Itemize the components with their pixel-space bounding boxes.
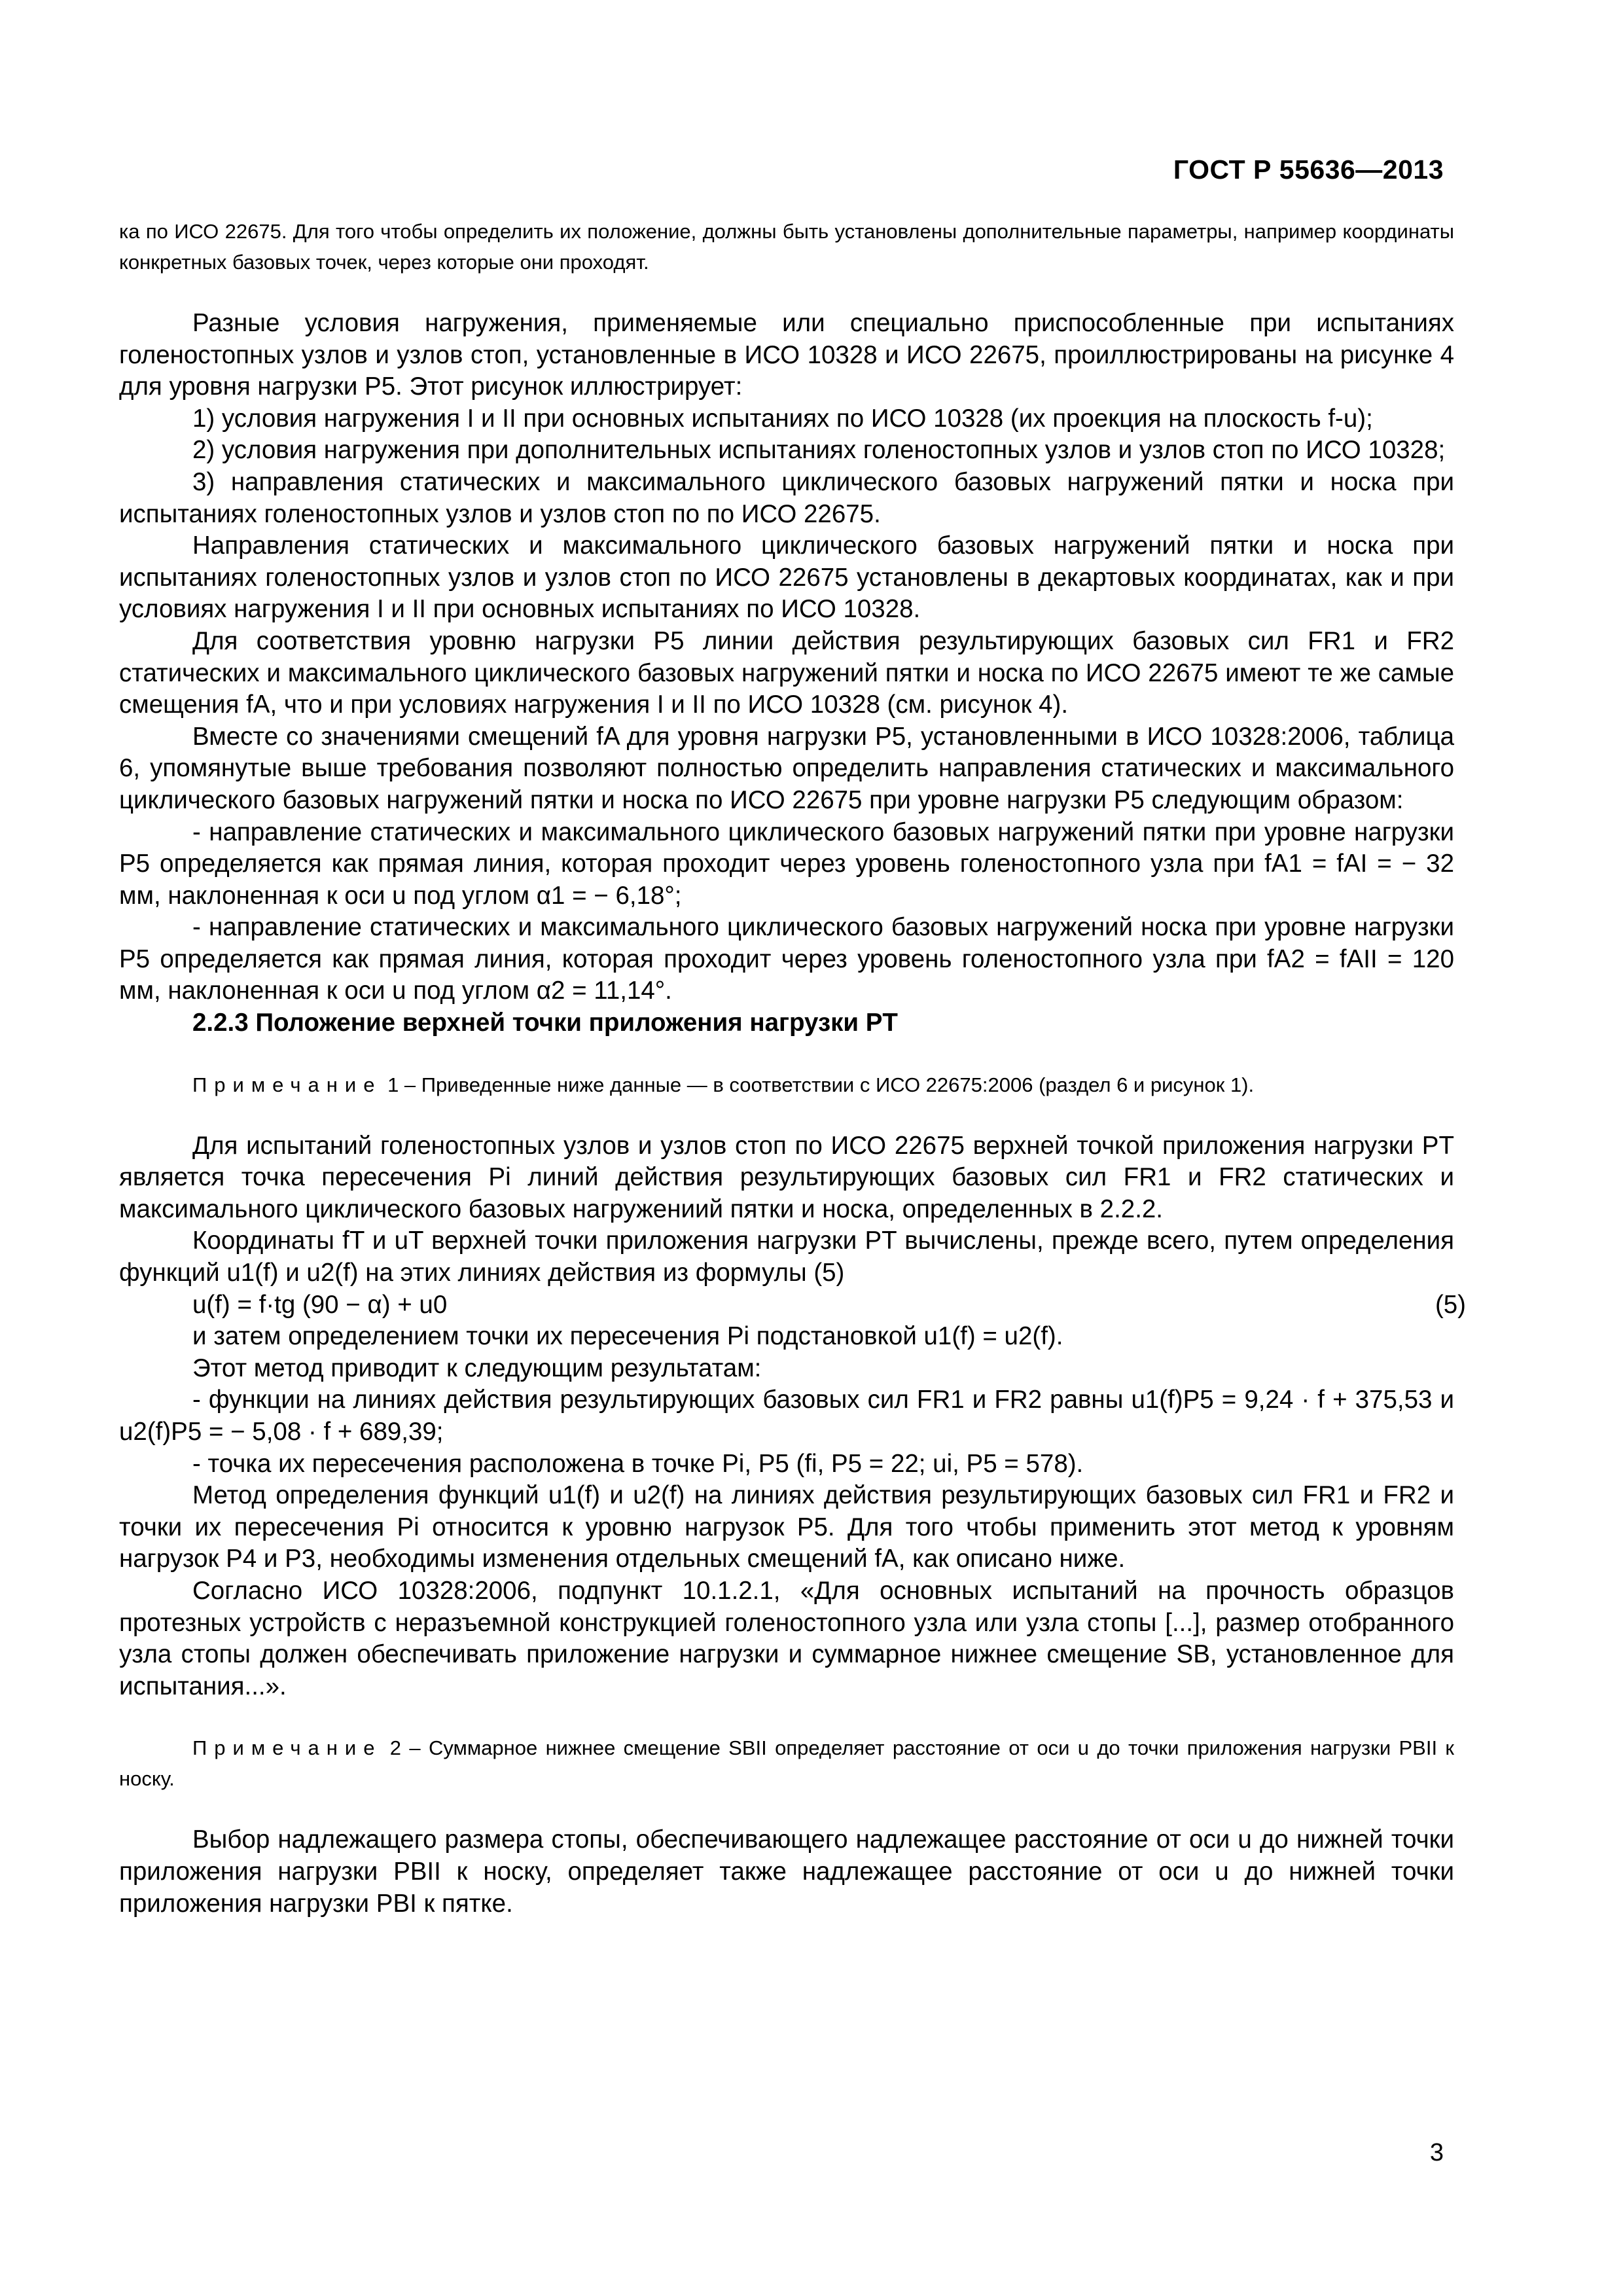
page-number: 3 (1429, 2139, 1444, 2166)
paragraph-continuation: ка по ИСО 22675. Для того чтобы определить их положение, должны быть установлены дополнительные параметры, например координаты конкретных базовых точек, через которые они проходят. (119, 220, 1454, 274)
list-item-2: 2) условия нагружения при дополнительных испытаниях голеностопных узлов и узлов стоп по ИСО 10328; (192, 436, 1446, 465)
note-1-label: Примечание (192, 1073, 382, 1096)
list-item-3: 3) направления статических и максимального циклического базовых нагружений пятки и носка при испытаниях голеностопных узлов и узлов стоп по по ИСО 22675. (119, 467, 1454, 528)
formula-number: (5) (1435, 1290, 1466, 1319)
paragraph-intersection: и затем определением точки их пересечения Pi подстановкой u1(f) = u2(f). (192, 1322, 1063, 1351)
bullet-intersection-point: - точка их пересечения расположена в точке Pi, P5 (fi, P5 = 22; ui, P5 = 578). (192, 1449, 1084, 1478)
note-2-text: 2 – Суммарное нижнее смещение SBII определяет расстояние от оси u до точки приложения нагрузки PBII к носку. (119, 1736, 1454, 1791)
note-2-label: Примечание (192, 1736, 382, 1760)
paragraph-coordinates: Координаты fT и uT верхней точки приложения нагрузки PT вычислены, прежде всего, путем определения функций u1(f) и u2(f) на этих линиях действия из формулы (5) (119, 1227, 1454, 1287)
paragraph-foot-size: Выбор надлежащего размера стопы, обеспечивающего надлежащее расстояние от оси u до нижней точки приложения нагрузки PBII к носку, определяет также надлежащее расстояние от оси u до нижней точки приложения нагрузки PBI к пятке. (119, 1825, 1454, 1918)
standard-code-header: ГОСТ Р 55636—2013 (1173, 154, 1444, 185)
list-item-1: 1) условия нагружения I и II при основных испытаниях по ИСО 10328 (их проекция на плоскость f-u); (192, 404, 1373, 433)
paragraph-results-intro: Этот метод приводит к следующим результатам: (192, 1354, 762, 1382)
note-2 (119, 1732, 1454, 1794)
paragraph-iso-quote: Согласно ИСО 10328:2006, подпункт 10.1.2.1, «Для основных испытаний на прочность образцов протезных устройств с неразъемной конструкцией голеностопного узла или узла стопы [...], размер отобранного узла стопы должен обеспечивать приложение нагрузки и суммарное нижнее смещение SB, установленное для испытания...». (119, 1576, 1454, 1700)
bullet-heel: - направление статических и максимального циклического базовых нагружений пятки при уровне нагрузки P5 определяется как прямая линия, которая проходит через уровень голеностопного узла при fA1 = fAI = − 32 мм, наклоненная к оси u под углом α1 = − 6,18°; (119, 817, 1454, 910)
paragraph-together: Вместе со значениями смещений fA для уровня нагрузки P5, установленными в ИСО 10328:2006, таблица 6, упомянутые выше требования позволяют полностью определить направления статических и максимального циклического базовых нагружений пятки и носка по ИСО 22675 при уровне нагрузки P5 следующим образом: (119, 722, 1454, 814)
paragraph-directions: Направления статических и максимального циклического базовых нагружений пятки и носка при испытаниях голеностопных узлов и узлов стоп по ИСО 22675 установлены в декартовых координатах, как и при условиях нагружения I и II при основных испытаниях по ИСО 10328. (119, 531, 1454, 624)
bullet-functions: - функции на линиях действия результирующих базовых сил FR1 и FR2 равны u1(f)P5 = 9,24 · f + 375,53 и u2(f)P5 = − 5,08 · f + 689,39; (119, 1386, 1454, 1446)
note-1 (119, 1069, 1454, 1100)
bullet-toe: - направление статических и максимального циклического базовых нагружений носка при уровне нагрузки P5 определяется как прямая линия, которая проходит через уровень голеностопного узла при fA2 = fAII = 120 мм, наклоненная к оси u под углом α2 = 11,14°. (119, 913, 1454, 1005)
paragraph-loading-conditions: Разные условия нагружения, применяемые или специально приспособленные при испытаниях голеностопных узлов и узлов стоп, установленные в ИСО 10328 и ИСО 22675, проиллюстрированы на рисунке 4 для уровня нагрузки P5. Этот рисунок иллюстрирует: (119, 309, 1454, 401)
formula-expression: u(f) = f·tg (90 − α) + u0 (192, 1290, 448, 1319)
formula-5 (119, 1289, 1466, 1321)
section-heading: 2.2.3 Положение верхней точки приложения нагрузки PT (192, 1009, 898, 1037)
paragraph-method: Метод определения функций u1(f) и u2(f) на линиях действия результирующих базовых сил FR1 и FR2 и точки их пересечения Pi относится к уровню нагрузок P5. Для того чтобы применить этот метод к уровням нагрузок P4 и P3, необходимы изменения отдельных смещений fA, как описано ниже. (119, 1481, 1454, 1573)
note-1-text: 1 – Приведенные ниже данные — в соответствии с ИСО 22675:2006 (раздел 6 и рисунок 1). (387, 1073, 1255, 1096)
paragraph-offsets: Для соответствия уровню нагрузки P5 линии действия результирующих базовых сил FR1 и FR2 статических и максимального циклического базовых нагружений пятки и носка по ИСО 22675 имеют те же самые смещения fA, что и при условиях нагружения I и II по ИСО 10328 (см. рисунок 4). (119, 626, 1454, 719)
paragraph-upper-point: Для испытаний голеностопных узлов и узлов стоп по ИСО 22675 верхней точкой приложения нагрузки PT является точка пересечения Pi линий действия результирующих базовых сил FR1 и FR2 статических и максимального циклического базовых нагружениий пятки и носка, определенных в 2.2.2. (119, 1131, 1454, 1223)
page-body (119, 216, 1466, 1920)
